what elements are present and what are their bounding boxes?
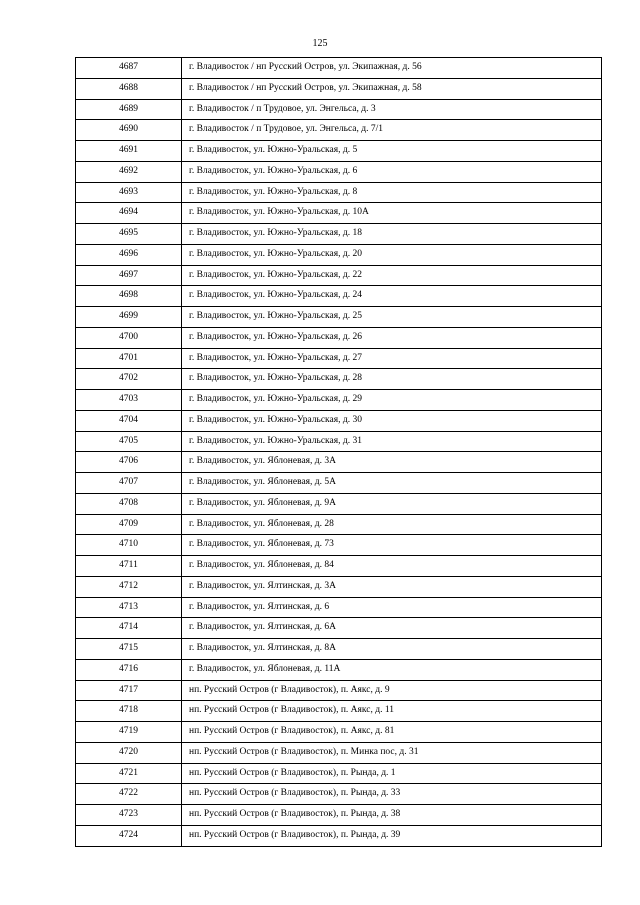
- table-row: [76, 473, 602, 494]
- table-row: [76, 659, 602, 680]
- address-cell: г. Владивосток, ул. Южно-Уральская, д. 24: [182, 286, 602, 307]
- address-cell: г. Владивосток, ул. Яблоневая, д. 5А: [182, 473, 602, 494]
- row-number-cell: 4695: [76, 224, 182, 245]
- table-row: [76, 141, 602, 162]
- address-cell: г. Владивосток, ул. Яблоневая, д. 3А: [182, 452, 602, 473]
- address-cell: г. Владивосток, ул. Яблоневая, д. 84: [182, 556, 602, 577]
- row-number-cell: 4691: [76, 141, 182, 162]
- address-cell: г. Владивосток, ул. Южно-Уральская, д. 27: [182, 348, 602, 369]
- address-cell: нп. Русский Остров (г Владивосток), п. Аякс, д. 9: [182, 680, 602, 701]
- row-number-cell: 4710: [76, 535, 182, 556]
- row-number-cell: 4703: [76, 390, 182, 411]
- row-number-cell: 4715: [76, 639, 182, 660]
- row-number-cell: 4714: [76, 618, 182, 639]
- row-number-cell: 4701: [76, 348, 182, 369]
- table-row: [76, 244, 602, 265]
- address-cell: г. Владивосток, ул. Ялтинская, д. 6А: [182, 618, 602, 639]
- address-cell: г. Владивосток, ул. Ялтинская, д. 6: [182, 597, 602, 618]
- table-row: [76, 182, 602, 203]
- row-number-cell: 4700: [76, 327, 182, 348]
- table-row: [76, 452, 602, 473]
- table-row: [76, 431, 602, 452]
- row-number-cell: 4717: [76, 680, 182, 701]
- row-number-cell: 4687: [76, 58, 182, 79]
- address-cell: г. Владивосток, ул. Южно-Уральская, д. 18: [182, 224, 602, 245]
- address-cell: г. Владивосток, ул. Южно-Уральская, д. 8: [182, 182, 602, 203]
- table-row: [76, 369, 602, 390]
- address-cell: г. Владивосток, ул. Южно-Уральская, д. 28: [182, 369, 602, 390]
- address-cell: г. Владивосток / нп Русский Остров, ул. Экипажная, д. 58: [182, 78, 602, 99]
- row-number-cell: 4696: [76, 244, 182, 265]
- table-row: [76, 348, 602, 369]
- address-cell: г. Владивосток / п Трудовое, ул. Энгельса, д. 3: [182, 99, 602, 120]
- address-table-body: [76, 58, 602, 847]
- address-cell: г. Владивосток, ул. Южно-Уральская, д. 6: [182, 161, 602, 182]
- address-cell: нп. Русский Остров (г Владивосток), п. Рында, д. 33: [182, 784, 602, 805]
- row-number-cell: 4689: [76, 99, 182, 120]
- address-table: [75, 57, 602, 847]
- table-row: [76, 722, 602, 743]
- table-row: [76, 58, 602, 79]
- row-number-cell: 4708: [76, 493, 182, 514]
- address-cell: нп. Русский Остров (г Владивосток), п. Рында, д. 39: [182, 825, 602, 846]
- table-row: [76, 825, 602, 846]
- table-row: [76, 639, 602, 660]
- table-row: [76, 327, 602, 348]
- address-cell: г. Владивосток, ул. Южно-Уральская, д. 26: [182, 327, 602, 348]
- address-cell: нп. Русский Остров (г Владивосток), п. Аякс, д. 81: [182, 722, 602, 743]
- address-cell: г. Владивосток, ул. Яблоневая, д. 11А: [182, 659, 602, 680]
- table-row: [76, 763, 602, 784]
- table-row: [76, 410, 602, 431]
- table-row: [76, 742, 602, 763]
- table-row: [76, 120, 602, 141]
- row-number-cell: 4699: [76, 307, 182, 328]
- row-number-cell: 4711: [76, 556, 182, 577]
- page-number: 125: [312, 38, 328, 49]
- address-cell: г. Владивосток, ул. Южно-Уральская, д. 30: [182, 410, 602, 431]
- row-number-cell: 4688: [76, 78, 182, 99]
- row-number-cell: 4716: [76, 659, 182, 680]
- table-row: [76, 265, 602, 286]
- row-number-cell: 4697: [76, 265, 182, 286]
- table-row: [76, 390, 602, 411]
- address-cell: нп. Русский Остров (г Владивосток), п. Рында, д. 1: [182, 763, 602, 784]
- table-row: [76, 514, 602, 535]
- row-number-cell: 4693: [76, 182, 182, 203]
- address-cell: нп. Русский Остров (г Владивосток), п. Аякс, д. 11: [182, 701, 602, 722]
- row-number-cell: 4712: [76, 576, 182, 597]
- table-row: [76, 493, 602, 514]
- address-cell: г. Владивосток, ул. Южно-Уральская, д. 22: [182, 265, 602, 286]
- row-number-cell: 4702: [76, 369, 182, 390]
- table-row: [76, 99, 602, 120]
- row-number-cell: 4724: [76, 825, 182, 846]
- row-number-cell: 4694: [76, 203, 182, 224]
- address-cell: г. Владивосток, ул. Южно-Уральская, д. 20: [182, 244, 602, 265]
- address-cell: г. Владивосток, ул. Ялтинская, д. 3А: [182, 576, 602, 597]
- row-number-cell: 4719: [76, 722, 182, 743]
- address-cell: г. Владивосток, ул. Южно-Уральская, д. 25: [182, 307, 602, 328]
- address-cell: г. Владивосток, ул. Южно-Уральская, д. 29: [182, 390, 602, 411]
- table-row: [76, 224, 602, 245]
- address-cell: г. Владивосток, ул. Южно-Уральская, д. 10А: [182, 203, 602, 224]
- table-row: [76, 161, 602, 182]
- row-number-cell: 4723: [76, 805, 182, 826]
- table-row: [76, 784, 602, 805]
- address-cell: г. Владивосток, ул. Южно-Уральская, д. 5: [182, 141, 602, 162]
- row-number-cell: 4692: [76, 161, 182, 182]
- address-cell: г. Владивосток, ул. Яблоневая, д. 28: [182, 514, 602, 535]
- row-number-cell: 4718: [76, 701, 182, 722]
- table-row: [76, 307, 602, 328]
- table-row: [76, 576, 602, 597]
- row-number-cell: 4713: [76, 597, 182, 618]
- address-cell: г. Владивосток, ул. Яблоневая, д. 73: [182, 535, 602, 556]
- row-number-cell: 4707: [76, 473, 182, 494]
- address-cell: г. Владивосток, ул. Южно-Уральская, д. 31: [182, 431, 602, 452]
- table-row: [76, 701, 602, 722]
- table-row: [76, 618, 602, 639]
- table-row: [76, 805, 602, 826]
- table-row: [76, 680, 602, 701]
- table-row: [76, 556, 602, 577]
- address-cell: нп. Русский Остров (г Владивосток), п. Рында, д. 38: [182, 805, 602, 826]
- address-cell: г. Владивосток / п Трудовое, ул. Энгельса, д. 7/1: [182, 120, 602, 141]
- table-row: [76, 597, 602, 618]
- row-number-cell: 4706: [76, 452, 182, 473]
- table-row: [76, 286, 602, 307]
- row-number-cell: 4690: [76, 120, 182, 141]
- table-row: [76, 535, 602, 556]
- address-cell: г. Владивосток, ул. Яблоневая, д. 9А: [182, 493, 602, 514]
- address-cell: г. Владивосток, ул. Ялтинская, д. 8А: [182, 639, 602, 660]
- row-number-cell: 4698: [76, 286, 182, 307]
- row-number-cell: 4704: [76, 410, 182, 431]
- address-cell: г. Владивосток / нп Русский Остров, ул. Экипажная, д. 56: [182, 58, 602, 79]
- row-number-cell: 4709: [76, 514, 182, 535]
- row-number-cell: 4705: [76, 431, 182, 452]
- table-row: [76, 203, 602, 224]
- row-number-cell: 4722: [76, 784, 182, 805]
- table-row: [76, 78, 602, 99]
- address-cell: нп. Русский Остров (г Владивосток), п. Минка пос, д. 31: [182, 742, 602, 763]
- row-number-cell: 4720: [76, 742, 182, 763]
- row-number-cell: 4721: [76, 763, 182, 784]
